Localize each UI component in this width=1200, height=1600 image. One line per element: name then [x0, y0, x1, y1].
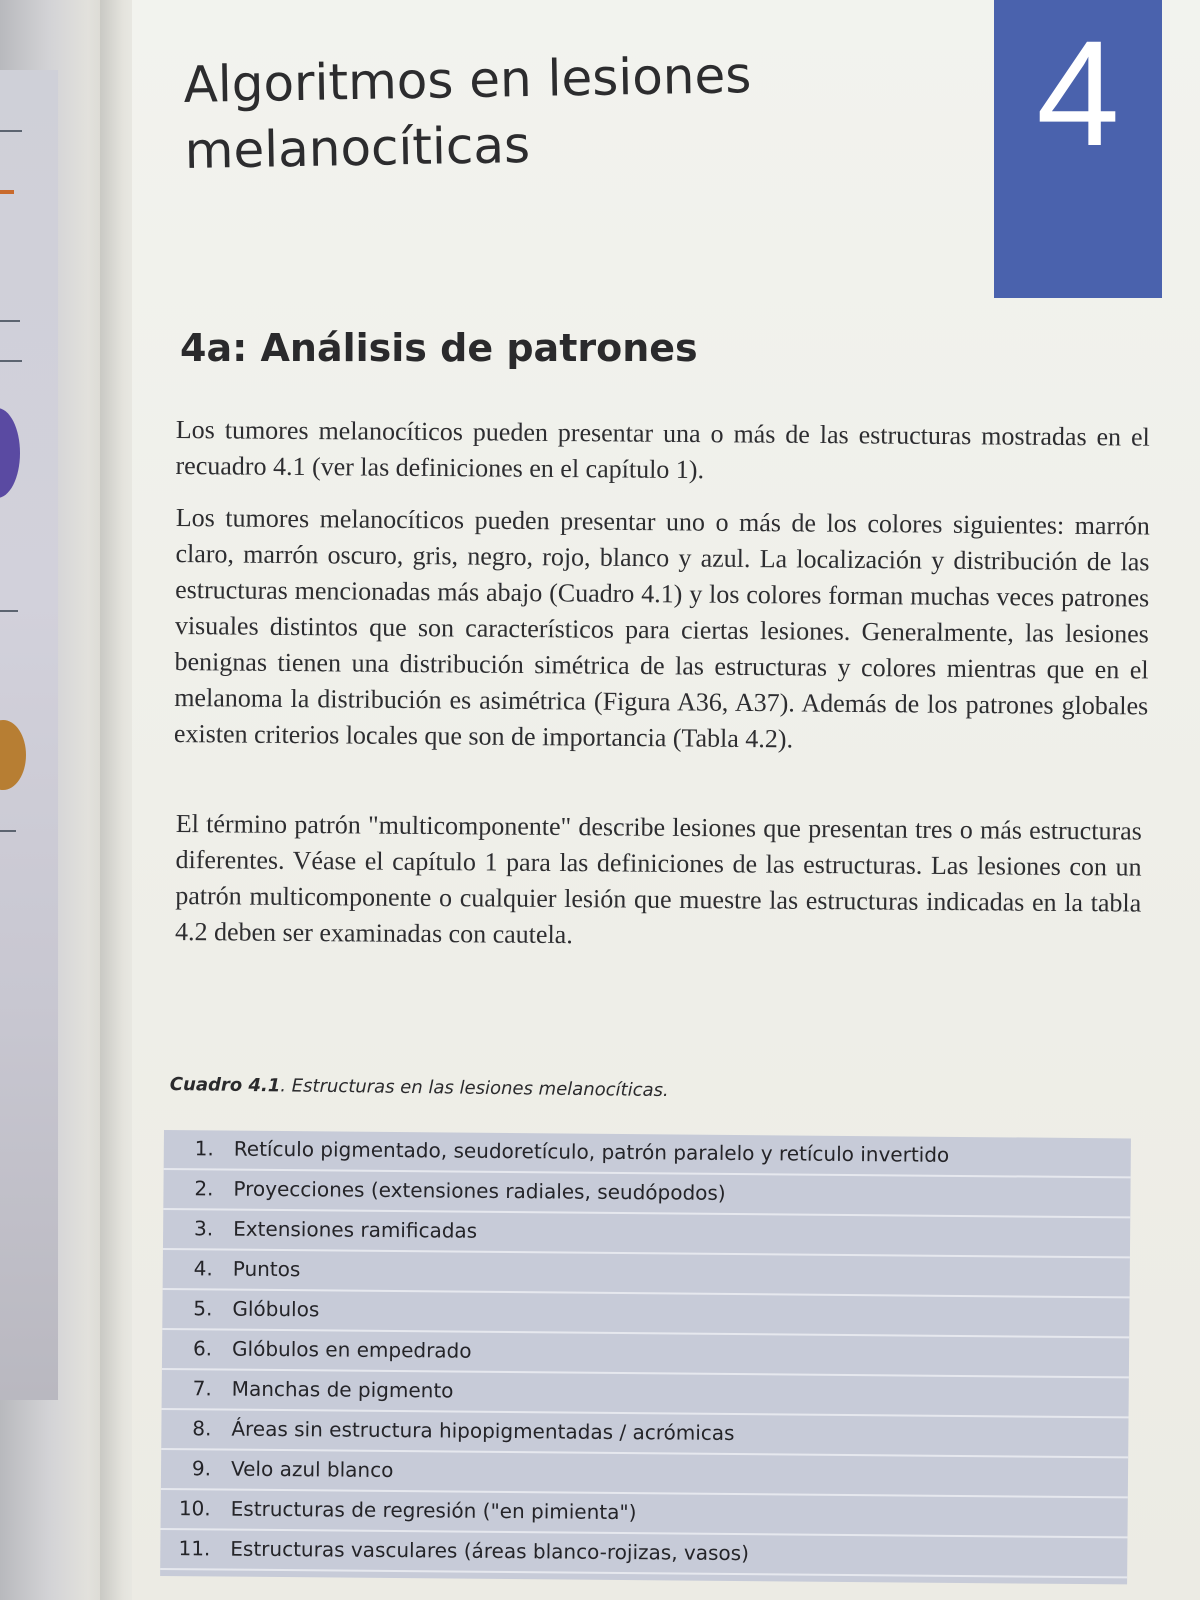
structure-number: 6.	[192, 1336, 213, 1361]
structure-number: 2.	[194, 1176, 214, 1201]
structure-number: 5.	[193, 1296, 213, 1321]
previous-page-edge	[0, 0, 110, 1600]
previous-page-mark	[0, 830, 16, 832]
section-title: 4a: Análisis de patrones	[180, 326, 698, 370]
structure-label: Glóbulos	[232, 1296, 320, 1322]
structure-label: Glóbulos en empedrado	[231, 1336, 472, 1363]
previous-page-mark	[0, 190, 14, 194]
box-caption-text: . Estructuras en las lesiones melanocíticas.	[280, 1075, 669, 1102]
structure-label: Estructuras de regresión ("en pimienta")	[230, 1496, 637, 1525]
structure-label: Proyecciones (extensiones radiales, seudópodos)	[233, 1176, 726, 1205]
previous-page-mark	[0, 130, 22, 132]
chapter-number: 4	[1036, 9, 1120, 177]
chapter-title	[183, 40, 885, 184]
structure-label: Estructuras vasculares (áreas blanco-rojizas, vasos)	[230, 1536, 750, 1566]
chapter-title-line-1: Algoritmos en lesiones	[183, 46, 752, 114]
body-paragraph-1: Los tumores melanocíticos pueden presentar una o más de las estructuras mostradas en el recuadro 4.1 (ver las definiciones en el capítulo 1).	[175, 414, 1150, 485]
structure-number: 4.	[193, 1256, 213, 1281]
structure-number: 9.	[191, 1456, 212, 1481]
structure-number: 8.	[192, 1416, 212, 1441]
structure-label: Puntos	[232, 1256, 301, 1282]
structures-table	[160, 1130, 1131, 1584]
structure-number: 3.	[193, 1216, 214, 1241]
structure-label: Áreas sin estructura hipopigmentadas / acrómicas	[231, 1416, 735, 1445]
structure-number: 1.	[194, 1136, 214, 1161]
structure-label: Velo azul blanco	[230, 1456, 394, 1483]
structure-number: 11.	[178, 1536, 211, 1561]
structure-number: 7.	[192, 1376, 212, 1401]
structure-number: 10.	[178, 1496, 211, 1521]
previous-page-mark	[0, 610, 18, 612]
chapter-title-line-2: melanocíticas	[184, 115, 531, 180]
structure-row	[160, 1530, 1127, 1578]
body-paragraph-2: Los tumores melanocíticos pueden presentar uno o más de los colores siguientes: marrón claro, marrón oscuro, gris, negro, rojo, blanco y azul. La localización y distribución de las estructuras mencionadas más abajo (Cuadro 4.1) y los colores forman muchas veces patrones visuales distintos que son característicos para ciertas lesiones. Generalmente, las lesiones benignas tienen una distribución simétrica de las estructuras y colores mientras que en el melanoma la distribución es asimétrica (Figura A36, A37). Además de los patrones globales existen criterios locales que son de importancia (Tabla 4.2).	[173, 502, 1150, 754]
box-caption-label: Cuadro 4.1	[169, 1073, 281, 1097]
structure-label: Retículo pigmentado, seudoretículo, patrón paralelo y retículo invertido	[233, 1136, 950, 1167]
previous-page-mark	[0, 320, 20, 322]
chapter-number-tab	[994, 0, 1162, 298]
body-paragraph-3: El término patrón "multicomponente" describe lesiones que presentan tres o más estructuras diferentes. Véase el capítulo 1 para las definiciones de las estructuras. Las lesiones con un patrón multicomponente o cualquier lesión que muestre las estructuras indicadas en la tabla 4.2 deben ser examinadas con cautela.	[174, 808, 1142, 950]
previous-page-mark	[0, 360, 22, 362]
structure-label: Extensiones ramificadas	[233, 1216, 478, 1243]
structure-label: Manchas de pigmento	[231, 1376, 454, 1403]
